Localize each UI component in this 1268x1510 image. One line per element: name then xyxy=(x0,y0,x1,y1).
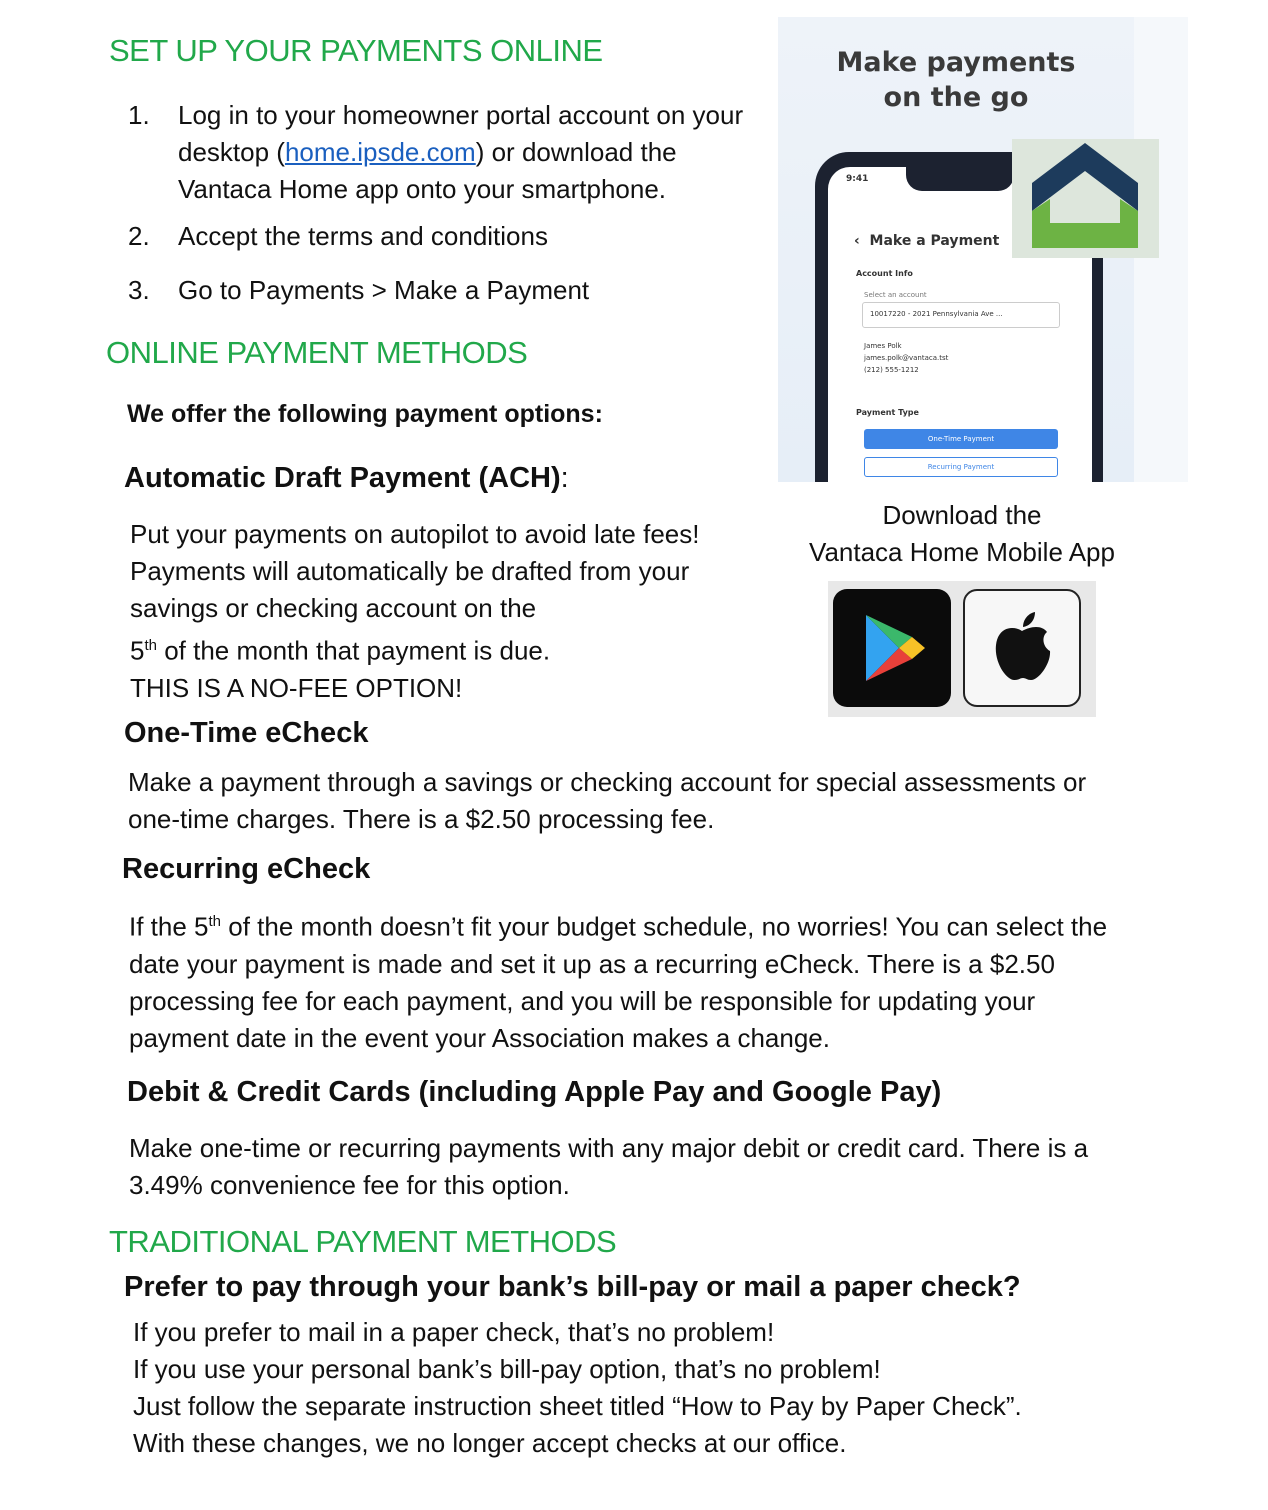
phone-select-label: Select an account xyxy=(864,291,927,299)
phone-account-info: Account Info xyxy=(856,269,913,278)
house-logo-icon xyxy=(1012,139,1159,258)
phone-payment-type: Payment Type xyxy=(856,408,919,417)
step-text: Go to Payments > Make a Payment xyxy=(178,275,590,305)
traditional-heading: TRADITIONAL PAYMENT METHODS xyxy=(109,1224,617,1259)
online-intro: We offer the following payment options: xyxy=(127,400,603,428)
ach-description: Put your payments on autopilot to avoid late fees! Payments will automatically be drafted from your savings or checking account on the 5th of the month that payment is due. THIS IS A NO-FEE OPTION! xyxy=(130,516,705,707)
phone-account-value: 10017220 - 2021 Pennsylvania Ave ... xyxy=(870,310,1003,318)
step-2 xyxy=(128,218,758,255)
online-heading: ONLINE PAYMENT METHODS xyxy=(106,335,528,370)
setup-heading: SET UP YOUR PAYMENTS ONLINE xyxy=(109,33,603,68)
one-time-description: Make a payment through a savings or checking account for special assessments or one-time charges. There is a $2.50 processing fee. xyxy=(128,767,1087,834)
recurring-description: If the 5th of the month doesn’t fit your budget schedule, no worries! You can select the date your payment is made and set it up as a recurring eCheck. There is a $2.50 processing fee for each payment, and you will be responsible for updating your payment date in the event your Association makes a change. xyxy=(129,911,1108,1053)
ach-title: Automatic Draft Payment (ACH): xyxy=(124,462,569,494)
setup-steps xyxy=(128,97,758,309)
phone-screen-title: ‹ Make a Payment xyxy=(854,233,1000,249)
traditional-line: If you use your personal bank’s bill-pay option, that’s no problem! xyxy=(133,1354,881,1384)
recurring-title: Recurring eCheck xyxy=(122,853,371,885)
phone-one-time-button: One-Time Payment xyxy=(864,429,1058,449)
phone-time: 9:41 xyxy=(846,174,869,184)
promo-title: Make payments on the go xyxy=(836,47,1076,113)
step-text: Log in to your homeowner portal account on your desktop (home.ipsde.com) or download the Vantaca Home app onto your smartphone. xyxy=(178,100,744,204)
traditional-line: If you prefer to mail in a paper check, that’s no problem! xyxy=(133,1317,775,1347)
google-play-button[interactable] xyxy=(833,589,951,707)
phone-notch xyxy=(906,165,1014,191)
app-store-badges xyxy=(828,581,1096,717)
portal-link[interactable]: home.ipsde.com xyxy=(284,137,476,167)
traditional-lines xyxy=(133,1314,1133,1462)
traditional-line: Just follow the separate instruction sheet titled “How to Pay by Paper Check”. xyxy=(133,1391,1022,1421)
step-3 xyxy=(128,272,758,309)
step-number: 3. xyxy=(128,275,150,305)
phone-contact: James Polk james.polk@vantaca.tst (212) 555-1212 xyxy=(864,342,949,374)
apple-app-store-button[interactable] xyxy=(963,589,1081,707)
traditional-line: With these changes, we no longer accept checks at our office. xyxy=(133,1428,847,1458)
step-number: 1. xyxy=(128,100,150,130)
vantaca-logo xyxy=(1012,139,1159,258)
one-time-title: One-Time eCheck xyxy=(124,717,369,749)
no-fee-note: THIS IS A NO-FEE OPTION! xyxy=(130,672,463,703)
download-caption: Download the Vantaca Home Mobile App xyxy=(809,500,1115,567)
traditional-subheading: Prefer to pay through your bank’s bill-pay or mail a paper check? xyxy=(124,1271,1021,1303)
phone-recurring-button: Recurring Payment xyxy=(864,457,1058,477)
google-play-icon xyxy=(833,589,951,707)
step-1 xyxy=(128,97,758,208)
cards-description: Make one-time or recurring payments with any major debit or credit card. There is a 3.49% convenience fee for this option. xyxy=(129,1133,1089,1200)
step-text: Accept the terms and conditions xyxy=(178,221,548,251)
step-number: 2. xyxy=(128,221,150,251)
apple-icon xyxy=(965,591,1079,705)
cards-title: Debit & Credit Cards (including Apple Pay and Google Pay) xyxy=(127,1076,942,1108)
